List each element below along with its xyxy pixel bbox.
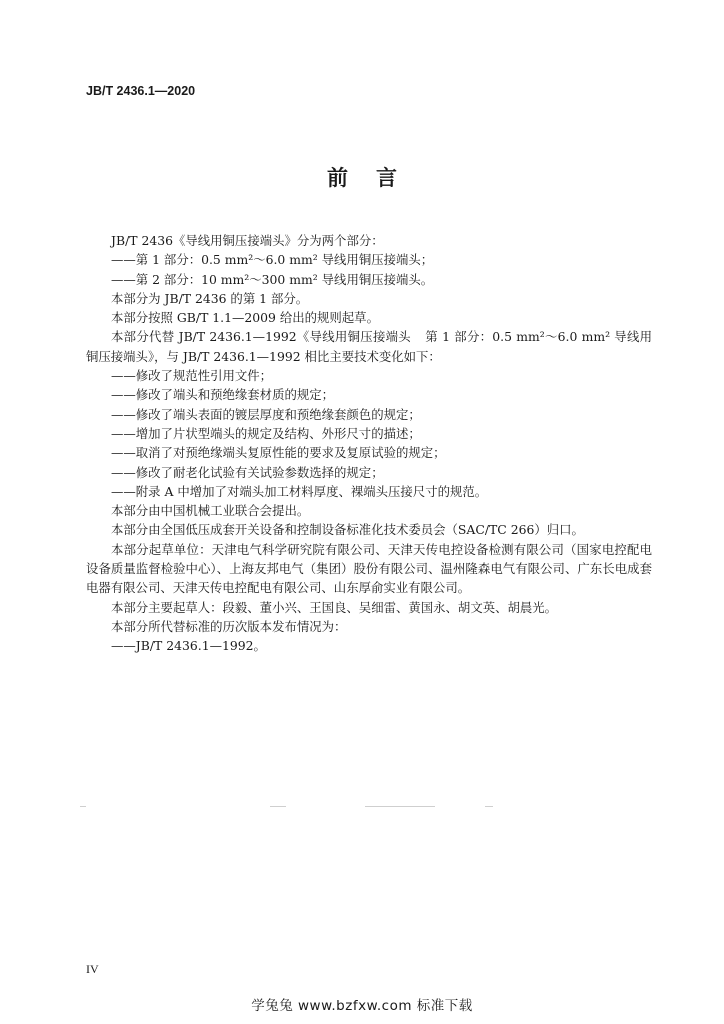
- list-item: ——第 2 部分：10 mm²～300 mm² 导线用铜压接端头。: [111, 271, 434, 287]
- paragraph-text: 本部分代替 JB/T 2436.1—1992《导线用铜压接端头: [111, 329, 411, 345]
- paragraph-text: 第 1 部分：0.5 mm²～6.0 mm² 导线用铜压接端头》，与 JB/T 2436.1—1992 相比主要技术变化如下：: [86, 329, 653, 364]
- paragraph: 本部分主要起草人：段毅、董小兴、王国良、吴细雷、黄国永、胡文英、胡晨光。: [111, 599, 558, 615]
- page-title: 前言: [327, 166, 425, 190]
- paragraph: 本部分起草单位：天津电气科学研究院有限公司、天津天传电控设备检测有限公司（国家电控配电设备质量监督检验中心）、上海友邦电气（集团）股份有限公司、温州隆森电气有限公司、广东长电成套电器有限公司、天津天传电控配电有限公司、山东厚俞实业有限公司。: [86, 541, 652, 596]
- paragraph: 本部分为 JB/T 2436 的第 1 部分。: [111, 290, 309, 306]
- list-item: ——修改了耐老化试验有关试验参数选择的规定；: [111, 464, 384, 480]
- paragraph: 本部分由中国机械工业联合会提出。: [111, 503, 310, 519]
- list-item: ——附录 A 中增加了对端头加工材料厚度、裸端头压接尺寸的规范。: [111, 483, 488, 499]
- list-item: ——修改了端头和预绝缘套材质的规定；: [111, 387, 335, 403]
- paragraph: 本部分所代替标准的历次版本发布情况为：: [111, 618, 347, 634]
- foreword-body: [86, 231, 652, 656]
- scan-artifact: [80, 806, 640, 808]
- list-item: ——修改了规范性引用文件；: [111, 368, 273, 384]
- list-item: ——增加了片状型端头的规定及结构、外形尺寸的描述；: [111, 425, 421, 441]
- paragraph: 本部分按照 GB/T 1.1—2009 给出的规则起草。: [111, 310, 379, 326]
- standard-number: JB/T 2436.1—2020: [86, 84, 196, 98]
- paragraph: 本部分由全国低压成套开关设备和控制设备标准化技术委员会（SAC/TC 266）归口。: [111, 522, 584, 538]
- page-number: IV: [86, 962, 99, 976]
- paragraph: [86, 327, 652, 366]
- list-item: ——修改了端头表面的镀层厚度和预绝缘套颜色的规定；: [111, 406, 421, 422]
- list-item: ——JB/T 2436.1—1992。: [111, 638, 266, 654]
- paragraph: JB/T 2436《导线用铜压接端头》分为两个部分：: [111, 233, 384, 248]
- footer-watermark: 学兔兔 www.bzfxw.com 标准下载: [251, 998, 473, 1014]
- list-item: ——取消了对预绝缘端头复原性能的要求及复原试验的规定；: [111, 445, 446, 461]
- list-item: ——第 1 部分：0.5 mm²～6.0 mm² 导线用铜压接端头；: [111, 252, 434, 268]
